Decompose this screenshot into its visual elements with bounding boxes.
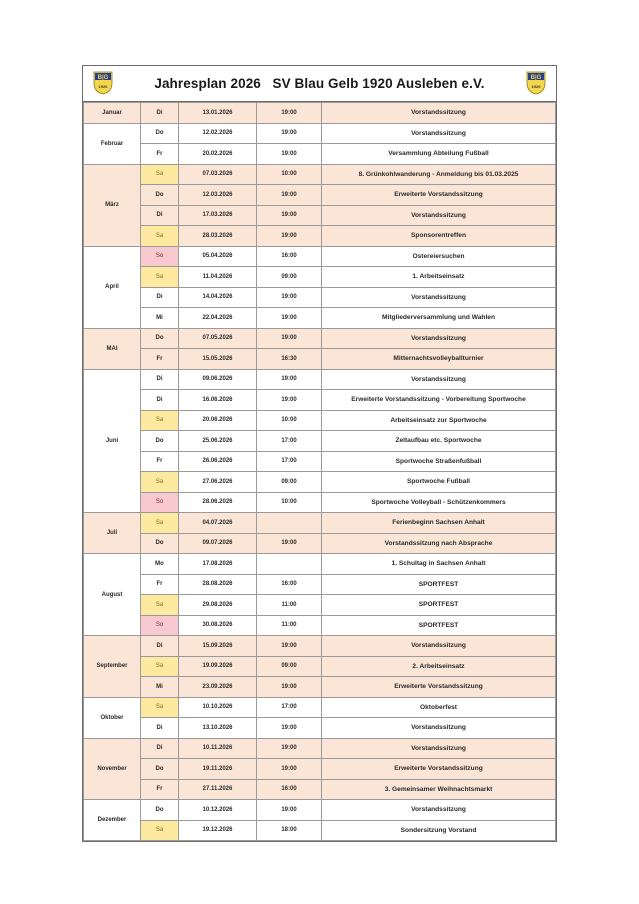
day-cell: Mi xyxy=(141,677,179,698)
event-cell: Sponsorentreffen xyxy=(322,226,556,247)
day-cell: Sa xyxy=(141,656,179,677)
event-cell: Oktoberfest xyxy=(322,697,556,718)
date-cell: 28.03.2026 xyxy=(179,226,257,247)
event-cell: Sondersitzung Vorstand xyxy=(322,820,556,841)
day-cell: Di xyxy=(141,103,179,124)
day-cell: Sa xyxy=(141,164,179,185)
date-cell: 11.04.2026 xyxy=(179,267,257,288)
month-cell: Oktober xyxy=(84,697,141,738)
day-cell: Do xyxy=(141,185,179,206)
date-cell: 17.03.2026 xyxy=(179,205,257,226)
time-cell: 17:00 xyxy=(257,697,322,718)
date-cell: 29.08.2026 xyxy=(179,595,257,616)
table-row xyxy=(84,738,556,759)
day-cell: Do xyxy=(141,533,179,554)
table-row xyxy=(84,431,556,452)
date-cell: 28.08.2026 xyxy=(179,574,257,595)
time-cell: 10:00 xyxy=(257,410,322,431)
time-cell: 19:00 xyxy=(257,718,322,739)
date-cell: 16.06.2026 xyxy=(179,390,257,411)
month-cell: März xyxy=(84,164,141,246)
date-cell: 28.06.2026 xyxy=(179,492,257,513)
day-cell: Sa xyxy=(141,820,179,841)
date-cell: 23.09.2026 xyxy=(179,677,257,698)
date-cell: 19.09.2026 xyxy=(179,656,257,677)
table-row xyxy=(84,144,556,165)
date-cell: 15.05.2026 xyxy=(179,349,257,370)
table-row xyxy=(84,677,556,698)
date-cell: 12.03.2026 xyxy=(179,185,257,206)
day-cell: Di xyxy=(141,390,179,411)
day-cell: Sa xyxy=(141,472,179,493)
day-cell: Di xyxy=(141,718,179,739)
table-row xyxy=(84,492,556,513)
date-cell: 27.06.2026 xyxy=(179,472,257,493)
time-cell: 09:00 xyxy=(257,472,322,493)
month-cell: Juli xyxy=(84,513,141,554)
table-row xyxy=(84,185,556,206)
time-cell: 19:00 xyxy=(257,636,322,657)
day-cell: Di xyxy=(141,369,179,390)
svg-text:1920: 1920 xyxy=(98,84,108,89)
event-cell: Vorstandssitzung nach Absprache xyxy=(322,533,556,554)
event-cell: Vorstandssitzung xyxy=(322,123,556,144)
table-row xyxy=(84,369,556,390)
date-cell: 19.12.2026 xyxy=(179,820,257,841)
time-cell: 19:00 xyxy=(257,759,322,780)
day-cell: Sa xyxy=(141,595,179,616)
date-cell: 10.11.2026 xyxy=(179,738,257,759)
event-cell: Erweiterte Vorstandssitzung xyxy=(322,759,556,780)
date-cell: 20.02.2026 xyxy=(179,144,257,165)
day-cell: Sa xyxy=(141,226,179,247)
day-cell: Di xyxy=(141,636,179,657)
day-cell: Sa xyxy=(141,267,179,288)
date-cell: 07.05.2026 xyxy=(179,328,257,349)
date-cell: 10.10.2026 xyxy=(179,697,257,718)
event-cell: Vorstandssitzung xyxy=(322,287,556,308)
time-cell: 19:00 xyxy=(257,308,322,329)
day-cell: Di xyxy=(141,738,179,759)
time-cell: 11:00 xyxy=(257,595,322,616)
title-row xyxy=(83,66,556,102)
table-row xyxy=(84,205,556,226)
day-cell: Fr xyxy=(141,349,179,370)
date-cell: 04.07.2026 xyxy=(179,513,257,534)
table-row xyxy=(84,554,556,575)
table-row xyxy=(84,246,556,267)
day-cell: So xyxy=(141,492,179,513)
time-cell: 19:00 xyxy=(257,205,322,226)
event-cell: Vorstandssitzung xyxy=(322,328,556,349)
schedule-table xyxy=(83,102,556,841)
table-row xyxy=(84,328,556,349)
event-cell: Zeltaufbau etc. Sportwoche xyxy=(322,431,556,452)
day-cell: Do xyxy=(141,123,179,144)
table-row xyxy=(84,533,556,554)
time-cell: 16:30 xyxy=(257,349,322,370)
date-cell: 09.06.2026 xyxy=(179,369,257,390)
month-cell: Februar xyxy=(84,123,141,164)
time-cell: 19:00 xyxy=(257,738,322,759)
time-cell: 16:00 xyxy=(257,574,322,595)
table-row xyxy=(84,574,556,595)
date-cell: 12.02.2026 xyxy=(179,123,257,144)
table-row xyxy=(84,779,556,800)
table-row xyxy=(84,595,556,616)
date-cell: 15.09.2026 xyxy=(179,636,257,657)
event-cell: Vorstandssitzung xyxy=(322,738,556,759)
month-cell: September xyxy=(84,636,141,698)
time-cell: 19:00 xyxy=(257,144,322,165)
event-cell: Vorstandssitzung xyxy=(322,800,556,821)
table-row xyxy=(84,656,556,677)
event-cell: 1. Schultag in Sachsen Anhalt xyxy=(322,554,556,575)
table-row xyxy=(84,820,556,841)
date-cell: 14.04.2026 xyxy=(179,287,257,308)
date-cell: 09.07.2026 xyxy=(179,533,257,554)
day-cell: Sa xyxy=(141,513,179,534)
date-cell: 13.01.2026 xyxy=(179,103,257,124)
table-row xyxy=(84,390,556,411)
time-cell: 19:00 xyxy=(257,328,322,349)
time-cell: 16:00 xyxy=(257,246,322,267)
time-cell: 16:00 xyxy=(257,779,322,800)
event-cell: 1. Arbeitseinsatz xyxy=(322,267,556,288)
month-cell: MAI xyxy=(84,328,141,369)
time-cell: 19:00 xyxy=(257,677,322,698)
event-cell: SPORTFEST xyxy=(322,615,556,636)
time-cell: 19:00 xyxy=(257,800,322,821)
event-cell: 3. Gemeinsamer Weihnachtsmarkt xyxy=(322,779,556,800)
day-cell: Sa xyxy=(141,410,179,431)
table-row xyxy=(84,451,556,472)
event-cell: Ferienbeginn Sachsen Anhalt xyxy=(322,513,556,534)
time-cell: 19:00 xyxy=(257,533,322,554)
table-row xyxy=(84,123,556,144)
date-cell: 26.06.2026 xyxy=(179,451,257,472)
event-cell: Mitternachtsvolleyballturnier xyxy=(322,349,556,370)
event-cell: Vorstandssitzung xyxy=(322,636,556,657)
time-cell: 19:00 xyxy=(257,123,322,144)
event-cell: Mitgliederversammlung und Wahlen xyxy=(322,308,556,329)
svg-text:1920: 1920 xyxy=(531,84,541,89)
svg-text:B|G: B|G xyxy=(530,75,542,81)
time-cell: 17:00 xyxy=(257,451,322,472)
date-cell: 20.06.2026 xyxy=(179,410,257,431)
event-cell: Erweiterte Vorstandssitzung xyxy=(322,185,556,206)
event-cell: Sportwoche Volleyball - Schützenkommers xyxy=(322,492,556,513)
event-cell: SPORTFEST xyxy=(322,574,556,595)
month-cell: Januar xyxy=(84,103,141,124)
day-cell: Fr xyxy=(141,574,179,595)
event-cell: SPORTFEST xyxy=(322,595,556,616)
time-cell: 19:00 xyxy=(257,287,322,308)
day-cell: Fr xyxy=(141,144,179,165)
time-cell: 17:00 xyxy=(257,431,322,452)
table-row xyxy=(84,226,556,247)
svg-text:B|G: B|G xyxy=(97,75,109,81)
time-cell: 09:00 xyxy=(257,267,322,288)
time-cell xyxy=(257,513,322,534)
table-row xyxy=(84,513,556,534)
event-cell: Erweiterte Vorstandssitzung - Vorbereitung Sportwoche xyxy=(322,390,556,411)
event-cell: Vorstandssitzung xyxy=(322,718,556,739)
date-cell: 05.04.2026 xyxy=(179,246,257,267)
event-cell: Vorstandssitzung xyxy=(322,103,556,124)
table-row xyxy=(84,164,556,185)
date-cell: 17.08.2026 xyxy=(179,554,257,575)
event-cell: Vorstandssitzung xyxy=(322,369,556,390)
day-cell: Do xyxy=(141,328,179,349)
time-cell: 11:00 xyxy=(257,615,322,636)
time-cell: 10:00 xyxy=(257,492,322,513)
day-cell: So xyxy=(141,615,179,636)
table-row xyxy=(84,103,556,124)
date-cell: 22.04.2026 xyxy=(179,308,257,329)
time-cell: 19:00 xyxy=(257,390,322,411)
day-cell: So xyxy=(141,246,179,267)
time-cell: 19:00 xyxy=(257,185,322,206)
table-row xyxy=(84,636,556,657)
month-cell: Juni xyxy=(84,369,141,513)
month-cell: Dezember xyxy=(84,800,141,841)
table-row xyxy=(84,800,556,821)
date-cell: 13.10.2026 xyxy=(179,718,257,739)
table-row xyxy=(84,349,556,370)
date-cell: 25.06.2026 xyxy=(179,431,257,452)
table-row xyxy=(84,287,556,308)
day-cell: Di xyxy=(141,287,179,308)
event-cell: Ostereiersuchen xyxy=(322,246,556,267)
date-cell: 19.11.2026 xyxy=(179,759,257,780)
table-row xyxy=(84,718,556,739)
table-row xyxy=(84,759,556,780)
date-cell: 30.08.2026 xyxy=(179,615,257,636)
time-cell xyxy=(257,554,322,575)
month-cell: November xyxy=(84,738,141,800)
page-title: Jahresplan 2026 SV Blau Gelb 1920 Ausleben e.V. xyxy=(154,76,485,91)
annual-plan-sheet xyxy=(82,65,557,842)
day-cell: Fr xyxy=(141,451,179,472)
month-cell: April xyxy=(84,246,141,328)
day-cell: Do xyxy=(141,431,179,452)
time-cell: 10:00 xyxy=(257,164,322,185)
day-cell: Di xyxy=(141,205,179,226)
event-cell: 2. Arbeitseinsatz xyxy=(322,656,556,677)
table-row xyxy=(84,472,556,493)
event-cell: Erweiterte Vorstandssitzung xyxy=(322,677,556,698)
event-cell: Vorstandssitzung xyxy=(322,205,556,226)
table-row xyxy=(84,267,556,288)
table-row xyxy=(84,615,556,636)
table-row xyxy=(84,308,556,329)
event-cell: 8. Grünkohlwanderung - Anmeldung bis 01.03.2025 xyxy=(322,164,556,185)
club-logo-right xyxy=(526,71,546,95)
day-cell: Mo xyxy=(141,554,179,575)
day-cell: Fr xyxy=(141,779,179,800)
table-row xyxy=(84,697,556,718)
time-cell: 09:00 xyxy=(257,656,322,677)
day-cell: Sa xyxy=(141,697,179,718)
club-logo-left xyxy=(93,71,113,95)
month-cell: August xyxy=(84,554,141,636)
day-cell: Do xyxy=(141,800,179,821)
time-cell: 19:00 xyxy=(257,369,322,390)
event-cell: Arbeitseinsatz zur Sportwoche xyxy=(322,410,556,431)
time-cell: 18:00 xyxy=(257,820,322,841)
date-cell: 27.11.2026 xyxy=(179,779,257,800)
day-cell: Mi xyxy=(141,308,179,329)
time-cell: 19:00 xyxy=(257,103,322,124)
table-row xyxy=(84,410,556,431)
event-cell: Versammlung Abteilung Fußball xyxy=(322,144,556,165)
time-cell: 19:00 xyxy=(257,226,322,247)
date-cell: 10.12.2026 xyxy=(179,800,257,821)
date-cell: 07.03.2026 xyxy=(179,164,257,185)
event-cell: Sportwoche Fußball xyxy=(322,472,556,493)
day-cell: Do xyxy=(141,759,179,780)
event-cell: Sportwoche Straßenfußball xyxy=(322,451,556,472)
